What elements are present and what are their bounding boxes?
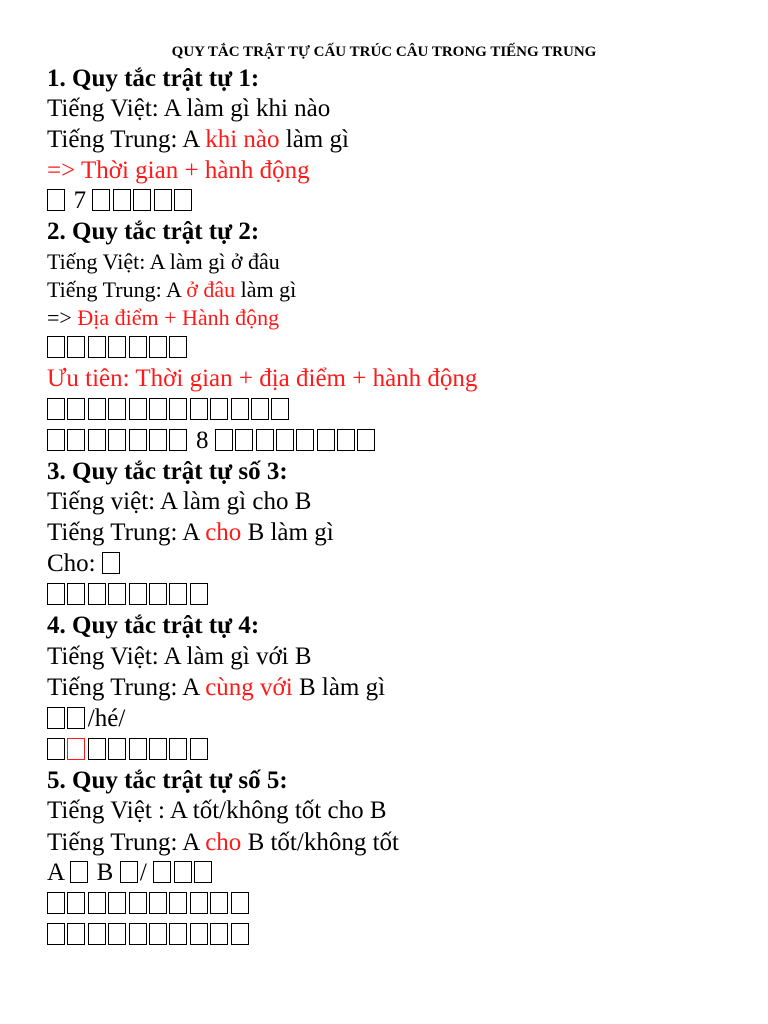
- rule-4-pinyin-line: [47, 704, 125, 734]
- rule-2-heading: 2. Quy tắc trật tự 2:: [47, 218, 260, 245]
- rule-2-example: [47, 333, 190, 363]
- missing-glyph-box: [169, 336, 187, 358]
- rule-5-example-2: [47, 920, 251, 950]
- missing-glyph-box: [67, 429, 85, 451]
- missing-glyph-box: [190, 738, 208, 760]
- highlight-text: ở đâu: [186, 277, 236, 302]
- rule-2-formula: [47, 303, 279, 333]
- pattern-a: A: [47, 859, 70, 886]
- missing-glyph-box: [153, 861, 171, 883]
- missing-glyph-box: [102, 552, 120, 574]
- missing-glyph-box: [231, 892, 249, 914]
- missing-glyph-box: [108, 429, 126, 451]
- missing-glyph-box: [108, 336, 126, 358]
- missing-glyph-box: [174, 861, 192, 883]
- missing-glyph-box: [190, 923, 208, 945]
- missing-glyph-box: [92, 189, 110, 211]
- missing-glyph-box: [210, 892, 228, 914]
- line-text: Tiếng Trung: A: [47, 674, 206, 701]
- rule-1-chinese-line: [47, 125, 349, 155]
- missing-glyph-box: [120, 861, 138, 883]
- missing-glyph-box: [149, 892, 167, 914]
- rule-5-vietnamese-line: Tiếng Việt : A tốt/không tốt cho B: [47, 797, 387, 824]
- highlight-text: cùng với: [205, 674, 293, 701]
- rule-2-priority-example-1: [47, 395, 292, 425]
- formula-prefix: =>: [47, 305, 78, 330]
- line-text: Tiếng Trung: A: [47, 829, 206, 856]
- rule-3-example: [47, 580, 210, 610]
- line-text: B làm gì: [241, 519, 334, 546]
- missing-glyph-box: [149, 398, 167, 420]
- line-text: Tiếng Trung: A: [47, 126, 206, 153]
- example-number: 8: [189, 427, 215, 454]
- missing-glyph-box: [47, 923, 65, 945]
- missing-glyph-box: [129, 583, 147, 605]
- missing-glyph-box: [169, 923, 187, 945]
- missing-glyph-box: [88, 738, 106, 760]
- line-text: làm gì: [235, 277, 297, 302]
- missing-glyph-box: [215, 429, 233, 451]
- line-text: làm gì: [279, 126, 349, 153]
- missing-glyph-box: [47, 398, 65, 420]
- missing-glyph-box: [108, 892, 126, 914]
- missing-glyph-box: [108, 923, 126, 945]
- missing-glyph-box: [47, 189, 65, 211]
- missing-glyph-box: [190, 398, 208, 420]
- rule-5-pattern-line: [47, 858, 214, 888]
- missing-glyph-box: [47, 336, 65, 358]
- missing-glyph-box: [190, 892, 208, 914]
- missing-glyph-box: [194, 861, 212, 883]
- missing-glyph-box: [276, 429, 294, 451]
- missing-glyph-box: [88, 398, 106, 420]
- missing-glyph-box: [67, 892, 85, 914]
- missing-glyph-box: [296, 429, 314, 451]
- missing-glyph-box: [129, 398, 147, 420]
- missing-glyph-box: [67, 398, 85, 420]
- missing-glyph-box: [169, 738, 187, 760]
- missing-glyph-box: [47, 892, 65, 914]
- rule-2-vietnamese-line: Tiếng Việt: A làm gì ở đâu: [47, 249, 280, 274]
- line-text: Tiếng Trung: A: [47, 519, 206, 546]
- missing-glyph-box: [357, 429, 375, 451]
- rule-4-heading: 4. Quy tắc trật tự 4:: [47, 612, 260, 639]
- missing-glyph-box: [149, 429, 167, 451]
- missing-glyph-box: [169, 398, 187, 420]
- rule-4-example: [47, 735, 210, 765]
- missing-glyph-box: [133, 189, 151, 211]
- missing-glyph-box: [231, 398, 249, 420]
- missing-glyph-box: [235, 429, 253, 451]
- missing-glyph-box: [251, 398, 269, 420]
- rule-3-cho-line: [47, 549, 122, 579]
- highlight-text: cho: [205, 519, 242, 546]
- missing-glyph-box: [149, 923, 167, 945]
- rule-3-chinese-line: [47, 518, 334, 548]
- missing-glyph-box: [88, 583, 106, 605]
- formula-text: Địa điểm + Hành động: [77, 305, 280, 330]
- missing-glyph-box: [129, 336, 147, 358]
- missing-glyph-box: [129, 738, 147, 760]
- missing-glyph-box: [190, 583, 208, 605]
- rule-1-example: [47, 186, 194, 216]
- missing-glyph-box: [337, 429, 355, 451]
- missing-glyph-box: [47, 738, 65, 760]
- cho-label: Cho:: [47, 550, 102, 577]
- missing-glyph-box: [67, 923, 85, 945]
- line-text: B làm gì: [292, 674, 386, 701]
- rule-2-chinese-line: [47, 275, 296, 305]
- missing-glyph-box: [88, 892, 106, 914]
- pattern-b: B: [90, 859, 120, 886]
- rule-1-vietnamese-line: Tiếng Việt: A làm gì khi nào: [47, 95, 331, 122]
- rule-4-chinese-line: [47, 673, 385, 703]
- rule-2-priority-example-2: [47, 426, 378, 456]
- rule-3-vietnamese-line: Tiếng việt: A làm gì cho B: [47, 488, 312, 515]
- example-number: 7: [67, 187, 93, 214]
- rule-1-heading: 1. Quy tắc trật tự 1:: [47, 65, 260, 92]
- missing-glyph-box: [169, 583, 187, 605]
- missing-glyph-box: [47, 583, 65, 605]
- missing-glyph-box: [47, 707, 65, 729]
- missing-glyph-box: [88, 429, 106, 451]
- rule-2-priority: Ưu tiên: Thời gian + địa điểm + hành động: [47, 365, 478, 392]
- missing-glyph-box: [271, 398, 289, 420]
- missing-glyph-box: [169, 429, 187, 451]
- missing-glyph-box: [108, 398, 126, 420]
- missing-glyph-box-highlight: [67, 738, 85, 760]
- missing-glyph-box: [210, 398, 228, 420]
- missing-glyph-box: [231, 923, 249, 945]
- missing-glyph-box: [88, 923, 106, 945]
- missing-glyph-box: [149, 583, 167, 605]
- missing-glyph-box: [67, 707, 85, 729]
- missing-glyph-box: [108, 583, 126, 605]
- missing-glyph-box: [108, 738, 126, 760]
- missing-glyph-box: [210, 923, 228, 945]
- missing-glyph-box: [317, 429, 335, 451]
- missing-glyph-box: [256, 429, 274, 451]
- rule-4-vietnamese-line: Tiếng Việt: A làm gì với B: [47, 643, 312, 670]
- rule-5-example-1: [47, 889, 251, 919]
- missing-glyph-box: [88, 336, 106, 358]
- missing-glyph-box: [47, 429, 65, 451]
- missing-glyph-box: [129, 923, 147, 945]
- line-text: B tốt/không tốt: [241, 829, 399, 856]
- pattern-slash: /: [139, 859, 154, 886]
- rule-3-heading: 3. Quy tắc trật tự số 3:: [47, 458, 288, 485]
- missing-glyph-box: [113, 189, 131, 211]
- missing-glyph-box: [67, 336, 85, 358]
- missing-glyph-box: [169, 892, 187, 914]
- rule-1-formula: => Thời gian + hành động: [47, 157, 310, 184]
- pinyin-text: /hé/: [87, 705, 126, 732]
- missing-glyph-box: [129, 892, 147, 914]
- missing-glyph-box: [129, 429, 147, 451]
- rule-5-heading: 5. Quy tắc trật tự số 5:: [47, 767, 288, 794]
- missing-glyph-box: [154, 189, 172, 211]
- rule-5-chinese-line: [47, 828, 399, 858]
- line-text: Tiếng Trung: A: [47, 277, 187, 302]
- missing-glyph-box: [149, 738, 167, 760]
- missing-glyph-box: [70, 861, 88, 883]
- highlight-text: cho: [205, 829, 242, 856]
- document-title: QUY TẮC TRẬT TỰ CẤU TRÚC CÂU TRONG TIẾNG TRUNG: [171, 44, 597, 60]
- missing-glyph-box: [174, 189, 192, 211]
- highlight-text: khi nào: [205, 126, 280, 153]
- missing-glyph-box: [67, 583, 85, 605]
- missing-glyph-box: [149, 336, 167, 358]
